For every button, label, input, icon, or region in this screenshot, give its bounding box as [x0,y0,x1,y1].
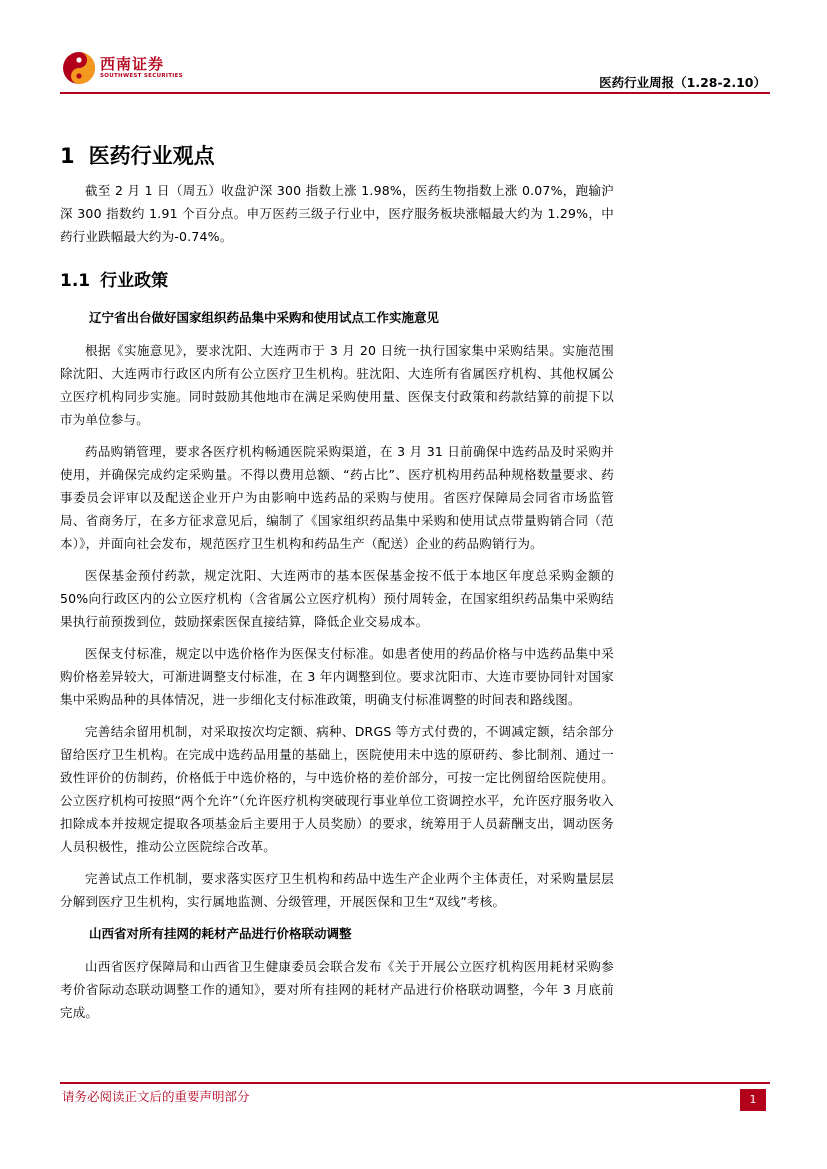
logo-chinese-name: 西南证券 [100,55,165,73]
report-title: 医药行业周报（1.28-2.10） [599,75,766,90]
page-number: 1 [740,1089,766,1111]
policy-paragraph: 山西省医疗保障局和山西省卫生健康委员会联合发布《关于开展公立医疗机构医用耗材采购参考价省际动态联动调整工作的通知》，要对所有挂网的耗材产品进行价格联动调整，今年 3 月底前完成。 [60,959,614,1020]
section-title: 医药行业观点 [88,144,215,168]
policy-paragraph: 医保支付标准，规定以中选价格作为医保支付标准。如患者使用的药品价格与中选药品集中采购价格差异较大，可渐进调整支付标准，在 3 年内调整到位。要求沈阳市、大连市要协同针对国家集中采购品种的具体情况，进一步细化支付标准政策，明确支付标准调整的时间表和路线图。 [60,646,614,707]
section-heading [60,140,614,172]
header-divider [60,92,770,94]
section-number: 1 [60,144,75,168]
subsection-heading [60,266,614,296]
subsection-number: 1.1 [60,271,91,291]
footer-divider [60,1082,770,1084]
document-body [60,140,614,1024]
southwest-securities-logo-icon [62,51,96,85]
logo-english-name: SOUTHWEST SECURITIES [100,73,183,79]
subsection-title: 行业政策 [100,271,169,291]
policy-paragraph: 药品购销管理，要求各医疗机构畅通医院采购渠道，在 3 月 31 日前确保中选药品及时采购并使用，并确保完成约定采购量。不得以费用总额、“药占比”、医疗机构用药品种规格数量要求、药事委员会评审以及配送企业开户为由影响中选药品的采购与使用。省医疗保障局会同省市场监管局、省商务厅，在多方征求意见后，编制了《国家组织药品集中采购和使用试点带量购销合同（范本）》，并面向社会发布，规范医疗卫生机构和药品生产（配送）企业的药品购销行为。 [60,444,614,551]
policy-title: 山西省对所有挂网的耗材产品进行价格联动调整 [89,926,352,941]
policy-paragraph: 根据《实施意见》，要求沈阳、大连两市于 3 月 20 日统一执行国家集中采购结果。实施范围除沈阳、大连两市行政区内所有公立医疗卫生机构。驻沈阳、大连所有省属医疗机构、其他权属公立医疗机构同步实施。同时鼓励其他地市在满足采购使用量、医保支付政策和药款结算的前提下以市为单位参与。 [60,343,614,427]
policy-paragraph: 完善试点工作机制，要求落实医疗卫生机构和药品中选生产企业两个主体责任，对采购量层层分解到医疗卫生机构，实行属地监测、分级管理，开展医保和卫生“双线”考核。 [60,871,614,909]
disclaimer-note: 请务必阅读正文后的重要声明部分 [62,1089,250,1104]
policy-paragraph: 医保基金预付药款，规定沈阳、大连两市的基本医保基金按不低于本地区年度总采购金额的 50%向行政区内的公立医疗机构（含省属公立医疗机构）预付周转金，在国家组织药品集中采购结果执行前预拨到位，鼓励探索医保直接结算，降低企业交易成本。 [60,568,614,629]
policy-title: 辽宁省出台做好国家组织药品集中采购和使用试点工作实施意见 [89,310,440,325]
policy-paragraph: 完善结余留用机制，对采取按次均定额、病种、DRGS 等方式付费的，不调减定额，结余部分留给医疗卫生机构。在完成中选药品用量的基础上，医院使用未中选的原研药、参比制剂、通过一致性评价的仿制药，价格低于中选价格的，与中选价格的差价部分，可按一定比例留给医院使用。公立医疗机构可按照“两个允许”（允许医疗机构突破现行事业单位工资调控水平，允许医疗服务收入扣除成本并按规定提取各项基金后主要用于人员奖励）的要求，统筹用于人员薪酬支出，调动医务人员积极性，推动公立医院综合改革。 [60,724,614,854]
market-summary-paragraph: 截至 2 月 1 日（周五）收盘沪深 300 指数上涨 1.98%，医药生物指数上涨 0.07%，跑输沪深 300 指数约 1.91 个百分点。申万医药三级子行业中，医疗服务板块涨幅最大约为 1.29%，中药行业跌幅最大约为-0.74%。 [60,183,614,244]
company-logo [62,50,192,86]
